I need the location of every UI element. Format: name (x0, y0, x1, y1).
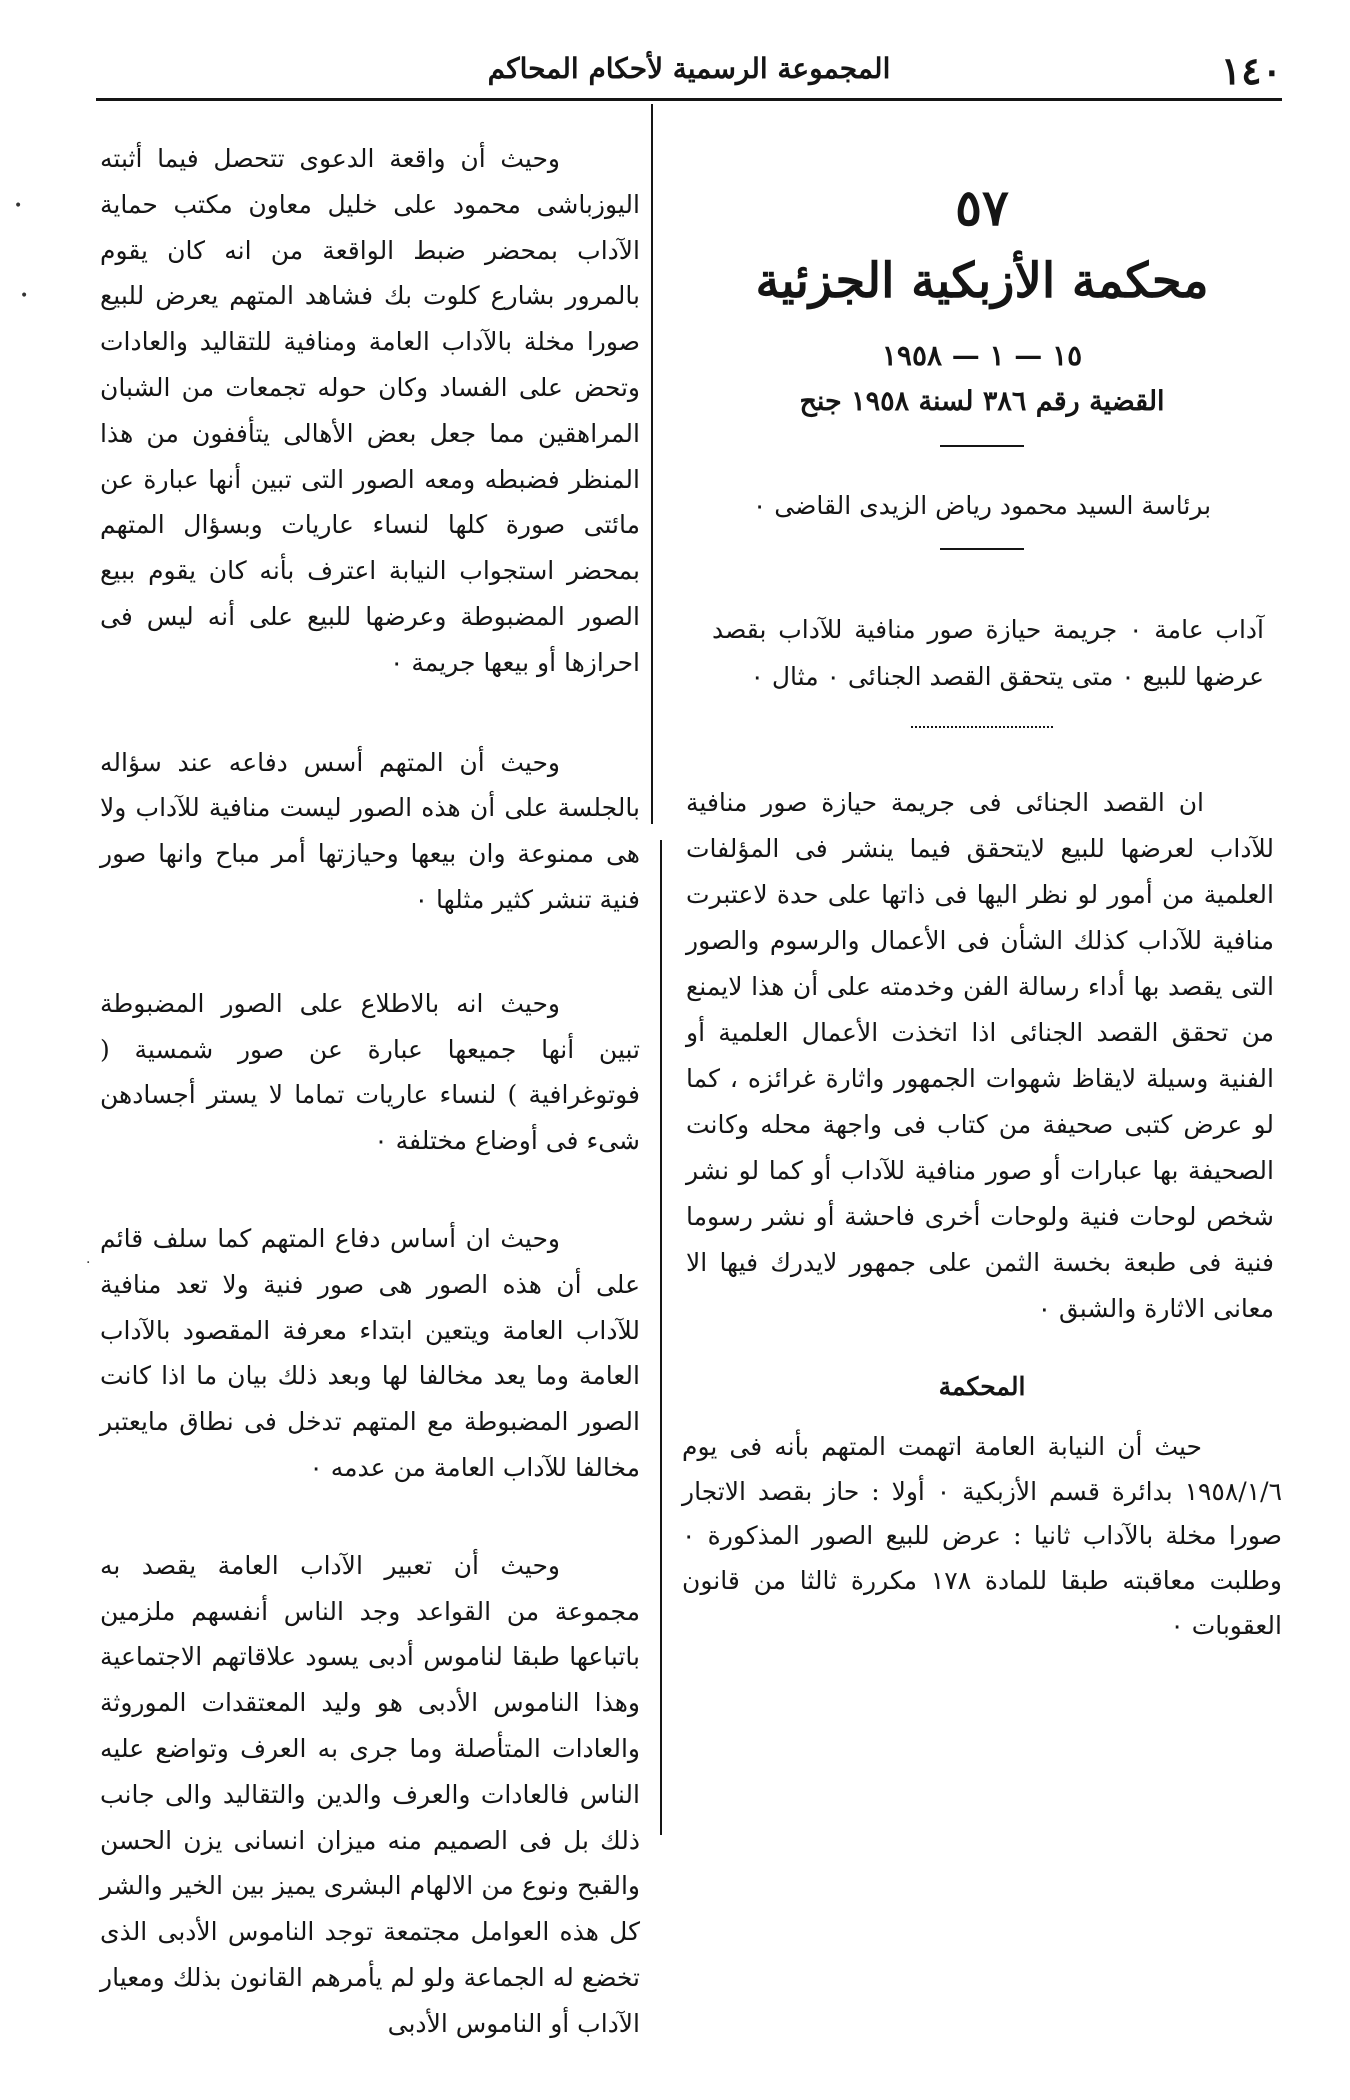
case-number: ٥٧ (955, 178, 1009, 237)
presiding-judge: برئاسة السيد محمود رياض الزيدى القاضى ٠ (752, 491, 1212, 520)
case-date: ١٥ — ١ — ١٩٥٨ (881, 339, 1083, 372)
headnote: ان القصد الجنائى فى جريمة حيازة صور منافية للآداب لعرضها للبيع لايتحقق فيما ينشر فى المؤلفات العلمية من أمور لو نظر اليها فى ذاتها على حدة لاعتبرت منافية للآداب كذلك الشأن فى الأعمال والرسوم والصور التى يقصد بها أداء رسالة الفن وخدمته على أن هذا لايمنع من تحقق القصد الجنائى اذا اتخذت الأعمال العلمية أو الفنية وسيلة لايقاظ شهوات الجمهور واثارة غرائزه ، كما لو عرض كتبى صحيفة من كتاب فى واجهة محله وكانت الصحيفة بها عبارات أو صور منافية للآداب أو كما لو نشر شخص لوحات فنية ولوحات أخرى فاحشة أو نشر رسوما فنية فى طبعة بخسة الثمن على جمهور لايدرك فيها الا معانى الاثارة والشبق ٠ (686, 788, 1274, 1323)
right-column (682, 150, 1282, 1649)
body-paragraph: وحيث ان أساس دفاع المتهم كما سلف قائم على أن هذه الصور هى صور فنية ولا تعد منافية للآداب العامة ويتعين ابتداء معرفة المقصود بالآداب العامة وما يعد مخالفا لها وبعد ذلك بيان ما اذا كانت الصور المضبوطة مع المتهم تدخل فى نطاق مايعتبر مخالفا للآداب العامة من عدمه ٠ (100, 1223, 640, 1482)
left-column (100, 136, 640, 2100)
margin-mark: • (14, 198, 23, 214)
running-title: المجموعة الرسمية لأحكام المحاكم (487, 52, 891, 85)
subject-keywords: آداب عامة ٠ جريمة حيازة صور منافية للآداب بقصد عرضها للبيع ٠ متى يتحقق القصد الجنائى ٠ مثال ٠ (712, 615, 1264, 691)
column-divider-upper (651, 104, 653, 824)
margin-mark: · (86, 1255, 91, 1271)
dotted-separator (911, 726, 1053, 728)
margin-mark: • (20, 288, 29, 304)
body-paragraph: وحيث أن واقعة الدعوى تتحصل فيما أثبته اليوزباشى محمود على خليل معاون مكتب حماية الآداب بمحضر ضبط الواقعة من انه كان يقوم بالمرور بشارع كلوت بك فشاهد المتهم يعرض للبيع صورا مخلة بالآداب العامة ومنافية للتقاليد والعادات وتحض على الفساد وكان حوله تجمعات من الشبان المراهقين مما جعل بعض الأهالى يتأففون من هذا المنظر فضبطه ومعه الصور التى تبين أنها عبارة عن مائتى صورة كلها لنساء عاريات وبسؤال المتهم بمحضر استجواب النيابة اعترف بأنه كان يقوم ببيع الصور المضبوطة وعرضها للبيع على أنه ليس فى احرازها أو بيعها جريمة ٠ (100, 144, 640, 677)
ruling-heading: المحكمة (938, 1372, 1026, 1401)
column-divider-lower (660, 840, 662, 1835)
header-rule (96, 98, 1282, 101)
page-number: ١٤٠ (1220, 48, 1282, 93)
body-paragraph: وحيث أن تعبير الآداب العامة يقصد به مجموعة من القواعد وجد الناس أنفسهم ملزمين باتباعها طبقا لناموس أدبى يسود علاقاتهم الاجتماعية وهذا الناموس الأدبى هو وليد المعتقدات الموروثة والعادات المتأصلة وما جرى به العرف وتواضع عليه الناس فالعادات والعرف والدين والتقاليد والى جانب ذلك بل فى الصميم منه ميزان انسانى يزن الحسن والقبح ونوع من الالهام البشرى يميز بين الخير والشر كل هذه العوامل مجتمعة توجد الناموس الأدبى الذى تخضع له الجماعة ولو لم يأمرهم القانون بذلك ومعيار الآداب أو الناموس الأدبى (100, 1550, 640, 2038)
ruling-intro-paragraph: حيث أن النيابة العامة اتهمت المتهم بأنه فى يوم ١٩٥٨/١/٦ بدائرة قسم الأزبكية ٠ أولا : حاز بقصد الاتجار صورا مخلة بالآداب ثانيا : عرض للبيع الصور المذكورة ٠ وطلبت معاقبته طبقا للمادة ١٧٨ مكررة ثالثا من قانون العقوبات ٠ (682, 1432, 1282, 1640)
body-paragraph: وحيث أن المتهم أسس دفاعه عند سؤاله بالجلسة على أن هذه الصور ليست منافية للآداب ولا هى ممنوعة وان بيعها وحيازتها أمر مباح وانها صور فنية تنشر كثير مثلها ٠ (100, 747, 640, 914)
running-header (96, 48, 1282, 98)
separator-rule (940, 445, 1024, 447)
separator-rule (940, 548, 1024, 550)
court-name: محكمة الأزبكية الجزئية (755, 253, 1209, 309)
case-reference: القضية رقم ٣٨٦ لسنة ١٩٥٨ جنح (799, 386, 1165, 417)
body-paragraph: وحيث انه بالاطلاع على الصور المضبوطة تبين أنها جميعها عبارة عن صور شمسية ( فوتوغرافية ) لنساء عاريات تماما لا يستر أجسادهن شىء فى أوضاع مختلفة ٠ (100, 988, 640, 1156)
